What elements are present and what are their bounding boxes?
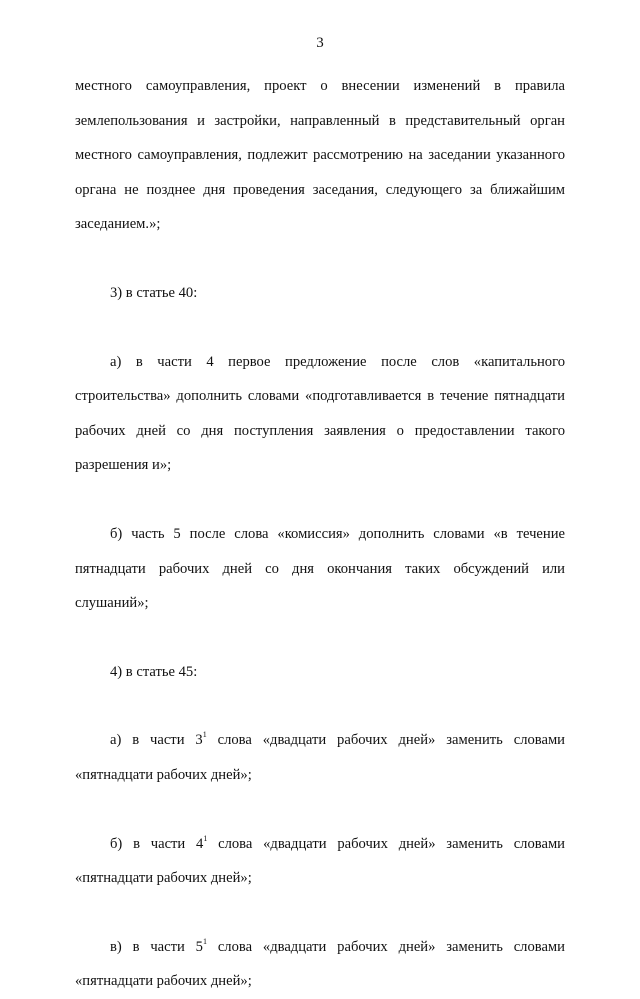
- document-body: [75, 69, 565, 999]
- paragraph-item-4c: [75, 930, 565, 999]
- paragraph-item-3a: а) в части 4 первое предложение после слов «капитального строительства» дополнить словами «подготавливается в течение пятнадцати рабочих дней со дня поступления заявления о предоставлении такого разрешения и»;: [75, 353, 565, 474]
- paragraph-text-rest: слова «двадцати рабочих дней» заменить словами «пятнадцати рабочих дней»;: [75, 732, 565, 783]
- paragraph-item-4: 4) в статье 45:: [110, 663, 198, 680]
- paragraph-text-lead: а) в части 3: [110, 732, 203, 749]
- paragraph-item-4b: [75, 827, 565, 896]
- paragraph-item-3: 3) в статье 40:: [110, 284, 198, 301]
- paragraph-item-3b: б) часть 5 после слова «комиссия» дополнить словами «в течение пятнадцати рабочих дней со дня окончания таких обсуждений или слушаний»;: [75, 525, 565, 612]
- paragraph-text-rest: слова «двадцати рабочих дней» заменить словами «пятнадцати рабочих дней»;: [75, 835, 565, 887]
- page-number: 3: [316, 35, 324, 51]
- paragraph-continuation: местного самоуправления, проект о внесении изменений в правила землепользования и застройки, направленный в представительный орган местного самоуправления, подлежит рассмотрению на заседании указанного органа не позднее дня проведения заседания, следующего за ближайшим заседанием.»;: [75, 78, 565, 233]
- paragraph-text-rest: слова «двадцати рабочих дней» заменить словами «пятнадцати рабочих дней»;: [75, 938, 565, 990]
- paragraph-item-4a: [75, 723, 565, 792]
- superscript-index: 1: [202, 730, 207, 740]
- paragraph-text-lead: в) в части 5: [110, 938, 203, 955]
- superscript-index: 1: [203, 833, 208, 843]
- superscript-index: 1: [202, 936, 207, 946]
- paragraph-text-lead: б) в части 4: [110, 835, 204, 852]
